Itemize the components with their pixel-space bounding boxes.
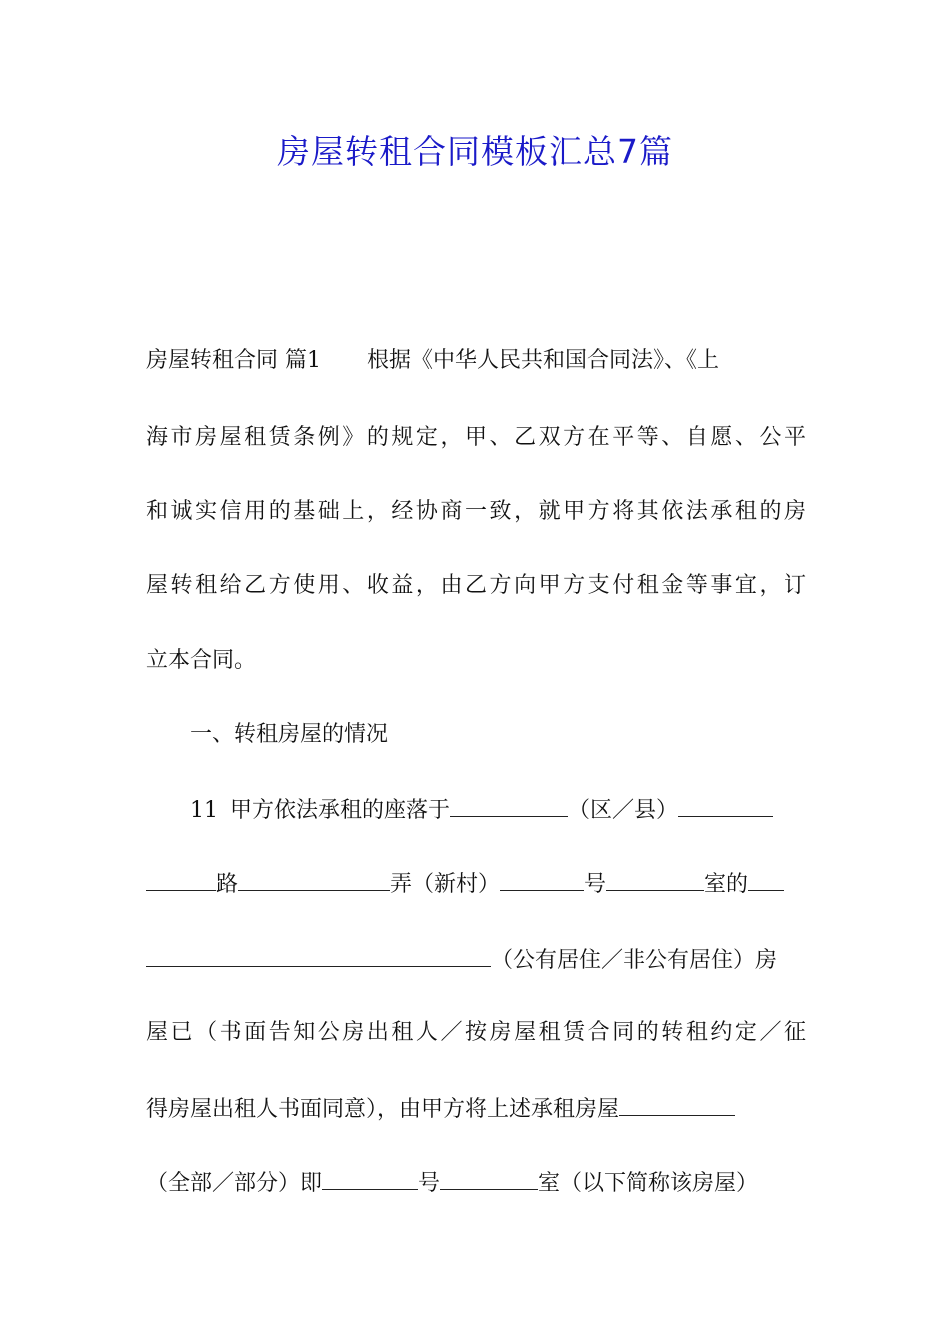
paragraph-line: 屋转租给乙方使用、收益，由乙方向甲方支付租金等事宜，订 xyxy=(146,573,806,598)
blank-field xyxy=(678,794,773,817)
blank-field xyxy=(619,1093,735,1116)
blank-field xyxy=(450,794,568,817)
blank-field xyxy=(238,868,390,891)
paragraph-line: 立本合同。 xyxy=(146,648,257,673)
clause-line: 11 甲方依法承租的座落于 （区／县） xyxy=(190,794,806,826)
clause-line: 屋已（书面告知公房出租人／按房屋租赁合同的转租约定／征 xyxy=(146,1020,806,1045)
article-heading: 房屋转租合同 篇1 xyxy=(146,348,321,373)
paragraph-line xyxy=(146,346,806,376)
paragraph-line: 和诚实信用的基础上，经协商一致，就甲方将其依法承租的房 xyxy=(146,499,806,524)
blank-field xyxy=(500,868,584,891)
blank-field xyxy=(146,944,491,967)
clause-number: 11 xyxy=(190,798,218,823)
clause-line: 路 弄（新村） 号 室的 xyxy=(146,868,806,900)
document-title: 房屋转租合同模板汇总7篇 xyxy=(277,132,673,171)
clause-line: （公有居住／非公有居住）房 xyxy=(146,944,806,976)
clause-line: （全部／部分）即 号 室（以下简称该房屋） xyxy=(146,1167,806,1199)
paragraph-line: 海市房屋租赁条例》的规定，甲、乙双方在平等、自愿、公平 xyxy=(146,425,806,450)
clause-line: 得房屋出租人书面同意），由甲方将上述承租房屋 xyxy=(146,1093,806,1125)
blank-field xyxy=(606,868,704,891)
blank-field xyxy=(146,868,216,891)
section-heading: 一、转租房屋的情况 xyxy=(190,722,389,747)
blank-field xyxy=(322,1167,418,1190)
blank-field xyxy=(440,1167,538,1190)
paragraph-text: 根据《中华人民共和国合同法》、《上 xyxy=(367,348,720,373)
blank-field xyxy=(748,868,784,891)
